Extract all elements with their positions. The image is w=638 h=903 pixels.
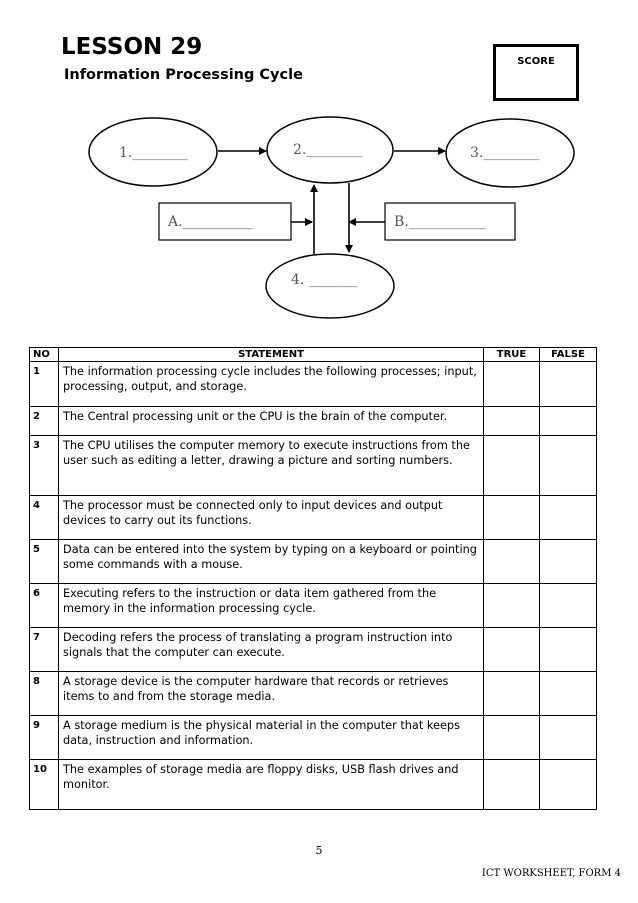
- table-row: [30, 716, 597, 760]
- false-answer-cell[interactable]: [540, 628, 597, 672]
- false-answer-cell[interactable]: [540, 362, 597, 407]
- true-answer-cell[interactable]: [484, 716, 540, 760]
- header-no: NO: [30, 348, 59, 362]
- processing-cycle-diagram: [0, 0, 638, 340]
- row-statement: The information processing cycle includes the following processes; input, processing, output, and storage.: [59, 362, 484, 407]
- node-3-label: 3.________: [470, 145, 540, 161]
- node-4-label: 4. _______: [291, 272, 358, 288]
- true-answer-cell[interactable]: [484, 496, 540, 540]
- false-answer-cell[interactable]: [540, 760, 597, 810]
- header-statement: STATEMENT: [59, 348, 484, 362]
- worksheet-footer: ICT WORKSHEET, FORM 4: [481, 868, 621, 879]
- true-false-table: [29, 347, 597, 810]
- page-number: 5: [315, 844, 323, 857]
- node-1-label: 1.________: [119, 145, 189, 161]
- table-row: [30, 584, 597, 628]
- table-row: [30, 362, 597, 407]
- true-answer-cell[interactable]: [484, 362, 540, 407]
- table-row: [30, 407, 597, 436]
- table-row: [30, 760, 597, 810]
- row-number: 4: [30, 496, 59, 540]
- row-number: 6: [30, 584, 59, 628]
- row-number: 5: [30, 540, 59, 584]
- row-statement: Data can be entered into the system by typing on a keyboard or pointing some commands with a mouse.: [59, 540, 484, 584]
- false-answer-cell[interactable]: [540, 540, 597, 584]
- row-statement: The CPU utilises the computer memory to execute instructions from the user such as editing a letter, drawing a picture and sorting numbers.: [59, 436, 484, 496]
- table-header-row: [30, 348, 597, 362]
- row-number: 3: [30, 436, 59, 496]
- lesson-subtitle: Information Processing Cycle: [64, 67, 303, 83]
- row-number: 1: [30, 362, 59, 407]
- row-statement: The processor must be connected only to input devices and output devices to carry out its functions.: [59, 496, 484, 540]
- true-answer-cell[interactable]: [484, 540, 540, 584]
- false-answer-cell[interactable]: [540, 716, 597, 760]
- table-row: [30, 628, 597, 672]
- table-row: [30, 540, 597, 584]
- row-number: 10: [30, 760, 59, 810]
- true-answer-cell[interactable]: [484, 407, 540, 436]
- true-answer-cell[interactable]: [484, 760, 540, 810]
- table-row: [30, 496, 597, 540]
- row-statement: Decoding refers the process of translating a program instruction into signals that the computer can execute.: [59, 628, 484, 672]
- false-answer-cell[interactable]: [540, 584, 597, 628]
- node-2-label: 2.________: [293, 142, 363, 158]
- row-number: 7: [30, 628, 59, 672]
- box-a-label: A.__________: [168, 214, 253, 230]
- false-answer-cell[interactable]: [540, 496, 597, 540]
- row-statement: A storage medium is the physical material in the computer that keeps data, instruction and information.: [59, 716, 484, 760]
- row-number: 2: [30, 407, 59, 436]
- false-answer-cell[interactable]: [540, 672, 597, 716]
- header-false: FALSE: [540, 348, 597, 362]
- true-answer-cell[interactable]: [484, 672, 540, 716]
- table-row: [30, 436, 597, 496]
- header-true: TRUE: [484, 348, 540, 362]
- row-statement: The Central processing unit or the CPU is the brain of the computer.: [59, 407, 484, 436]
- table-row: [30, 672, 597, 716]
- false-answer-cell[interactable]: [540, 436, 597, 496]
- lesson-title: LESSON 29: [61, 34, 203, 60]
- row-statement: The examples of storage media are floppy disks, USB flash drives and monitor.: [59, 760, 484, 810]
- true-answer-cell[interactable]: [484, 436, 540, 496]
- box-b-label: B.___________: [394, 214, 486, 230]
- true-answer-cell[interactable]: [484, 628, 540, 672]
- row-number: 9: [30, 716, 59, 760]
- row-statement: A storage device is the computer hardware that records or retrieves items to and from the storage media.: [59, 672, 484, 716]
- true-answer-cell[interactable]: [484, 584, 540, 628]
- score-label: SCORE: [517, 56, 555, 67]
- row-number: 8: [30, 672, 59, 716]
- row-statement: Executing refers to the instruction or data item gathered from the memory in the information processing cycle.: [59, 584, 484, 628]
- false-answer-cell[interactable]: [540, 407, 597, 436]
